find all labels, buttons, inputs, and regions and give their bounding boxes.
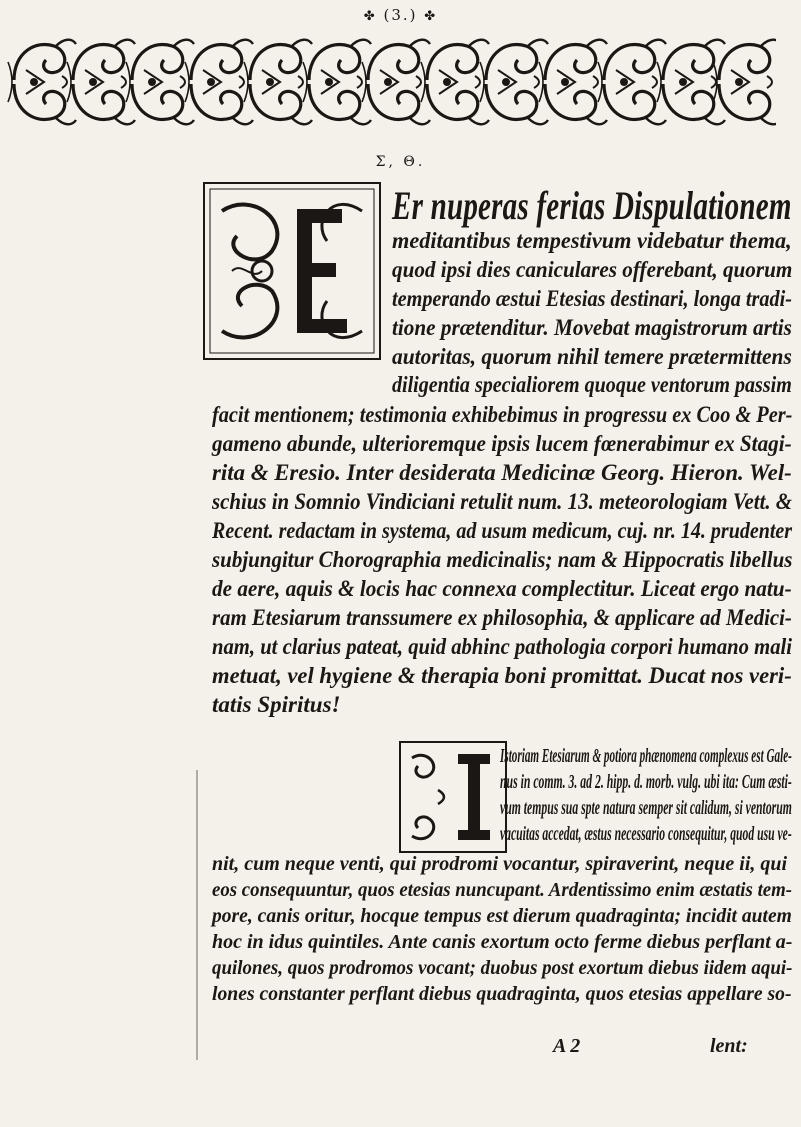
page-number-text: (3.) [383,6,418,24]
paragraph-1-line: metuat, vel hygiene & therapia boni promittat. Ducat nos veri- [212,663,792,688]
paragraph-2-line: nit, cum neque venti, qui prodromi vocantur, spiraverint, neque ii, qui [212,853,788,875]
catchword: lent: [710,1035,748,1057]
paragraph-2-line: nus in comm. 3. ad 2. hipp. d. morb. vulg. ubi ita: Cum æsti- [500,771,792,793]
signature-mark: Σ, Θ. [375,154,426,170]
fleuron-right-icon: ✤ [424,9,438,24]
paragraph-1-line: Er nuperas ferias Dispulationem [392,183,792,228]
paragraph-1-line: facit mentionem; testimonia exhibebimus in progressu ex Coo & Per- [212,402,793,427]
paragraph-1-line: tatis Spiritus! [212,692,341,717]
paragraph-1-line: meditantibus tempestivum videbatur thema, [392,228,792,253]
decorated-initial-i-icon [398,740,508,854]
paragraph-1-line: temperando æstui Etesias destinari, longa tradi- [392,286,792,311]
fleuron-left-icon: ✤ [363,9,377,24]
paragraph-1-line: Recent. redactam in systema, ad usum medicum, cuj. nr. 14. prudenter [212,518,793,543]
paragraph-1-line: schius in Somnio Vindiciani retulit num. 13. meteorologiam Vett. & [212,489,793,514]
paragraph-2-line: vacuitas accedat, æstus necessario consequitur, quod usu ve- [500,823,792,845]
signature-catch: A 2 [553,1035,581,1057]
paragraph-1-line: subjungitur Chorographia medicinalis; nam & Hippocratis libellus [212,547,793,572]
page-number [0,6,801,24]
paragraph-1-line: ram Etesiarum transsumere ex philosophia, & applicare ad Medici- [212,605,792,630]
paragraph-2-line: eos consequuntur, quos etesias nuncupant. Ardentissimo enim æstatis tem- [212,879,793,901]
paragraph-2-line: Istoriam Etesiarum & potiora phænomena complexus est Gale- [500,745,792,767]
paragraph-1-line: quod ipsi dies caniculares offerebant, quorum [392,257,793,282]
paragraph-1-line: nam, ut clarius pateat, quid abhinc pathologia corpori humano mali [212,634,793,659]
paragraph-2-line: vum tempus sua spte natura semper sit calidum, si ventorum [500,797,792,819]
paragraph-1-line: tione prætenditur. Movebat magistrorum artis [392,315,792,340]
margin-rule [196,770,198,1060]
headpiece-ornament-icon [6,32,776,132]
decorated-initial-e-icon [202,181,382,361]
paragraph-1-line: rita & Eresio. Inter desiderata Medicinæ Georg. Hieron. Wel- [212,460,792,485]
paragraph-1-line: de aere, aquis & locis hac connexa complectitur. Liceat ergo natu- [212,576,792,601]
paragraph-1-line: autoritas, quorum nihil temere prætermittens [392,344,792,369]
paragraph-1-line: diligentia specialiorem quoque ventorum passim [392,372,792,397]
paragraph-2-line: pore, canis oritur, hocque tempus est dierum quadraginta; incidit autem [212,905,792,927]
paragraph-1-line: gameno abunde, ulterioremque ipsis lucem fœnerabimur ex Stagi- [212,431,792,456]
paragraph-2-line: lones constanter perflant diebus quadraginta, quos etesias appellare so- [212,983,792,1005]
paragraph-2-line: hoc in idus quintiles. Ante canis exortum octo ferme diebus perflant a- [212,931,793,953]
paragraph-2-line: quilones, quos prodromos vocant; duobus post exortum diebus iidem aqui- [212,957,793,979]
